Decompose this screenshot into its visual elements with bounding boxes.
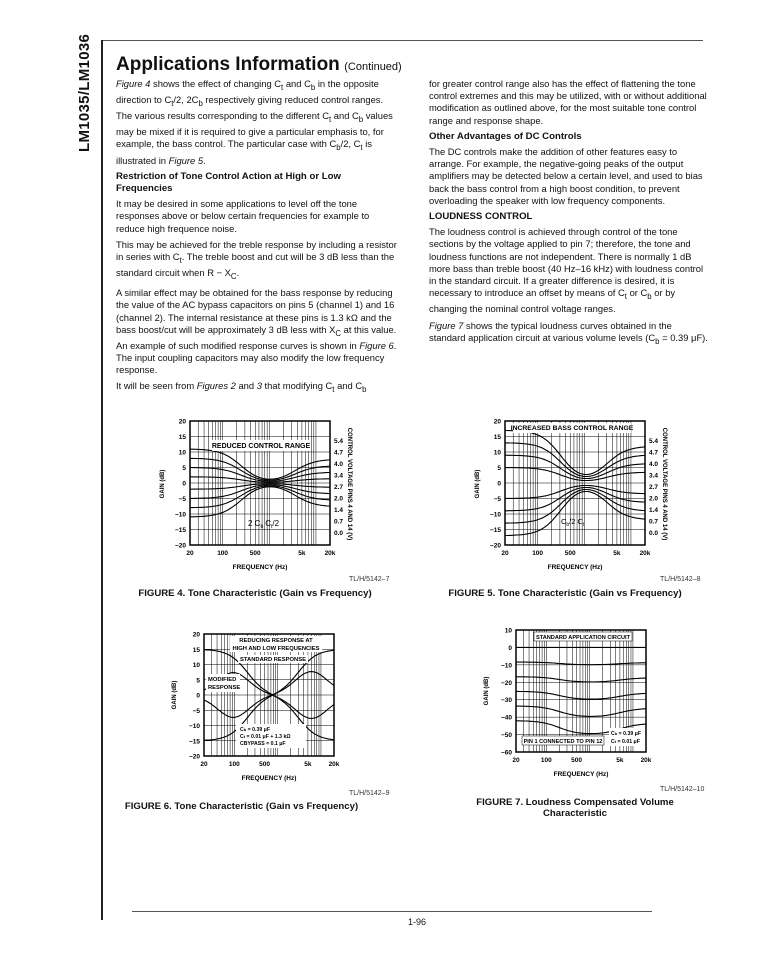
- y-tick-label: −20: [174, 542, 186, 550]
- response-curve: [516, 677, 646, 682]
- x-tick-label: 20: [501, 550, 509, 557]
- fig6-code: TL/H/5142–9: [349, 790, 390, 797]
- x-tick-label: 5k: [298, 550, 306, 557]
- section-header: [116, 54, 402, 76]
- y-tick-label: 0: [196, 692, 200, 700]
- response-curve: [505, 443, 645, 477]
- fig7-label-top: STANDARD APPLICATION CIRCUIT: [535, 635, 631, 641]
- fig4-note: 2 $C_b$ $C_t/2$: [248, 519, 280, 530]
- y-tick-label: 10: [504, 627, 512, 635]
- y-tick-label: −5: [493, 496, 501, 503]
- y-tick-label: −10: [188, 723, 200, 730]
- fig7-legend-2: Ct = 0.01 μF: [611, 739, 640, 745]
- right-tick-label: 0.7: [334, 518, 344, 526]
- x-tick-label: 500: [564, 550, 576, 557]
- y-tick-label: 5: [182, 465, 186, 472]
- fig6-caption: FIGURE 6. Tone Characteristic (Gain vs Frequency): [124, 801, 359, 812]
- paragraph-treble-resistor: This may be achieved for the treble response by including a resistor in series with $C_t$. The treble boost and cut will be 3 dB less than the standard circuit when $R - X_C$.: [116, 238, 397, 281]
- figure-6-chart: [166, 628, 366, 788]
- figure-4-chart: [150, 414, 370, 574]
- y-tick-label: 20: [493, 418, 501, 426]
- y-tick-label: −15: [188, 738, 200, 746]
- fig6-legend-3: CBYPASS = 0.1 μF: [240, 741, 286, 747]
- fig6-ylabel: GAIN (dB): [172, 680, 178, 710]
- figure-7-chart: [476, 624, 676, 784]
- right-tick-label: 2.0: [334, 495, 344, 503]
- paragraph-level-off: It may be desired in some applications to level off the tone responses above or below certain frequencies for example to reduce high frequence noise.: [116, 198, 370, 234]
- fig6-legend-2: Ct = 0.01 μF + 1.3 kΩ: [240, 734, 291, 740]
- x-tick-label: 100: [217, 550, 229, 557]
- side-title: LM1035/LM1036: [76, 33, 93, 152]
- heading-dc-controls: Other Advantages of DC Controls: [429, 130, 582, 142]
- vertical-rule: [101, 40, 103, 920]
- y-tick-label: −10: [174, 511, 186, 519]
- right-tick-label: 1.4: [334, 507, 344, 514]
- y-tick-label: −60: [500, 749, 512, 757]
- fig5-right-label: CONTROL VOLTAGE PINS 4 AND 14 (V): [661, 427, 667, 541]
- y-tick-label: −15: [489, 527, 501, 534]
- right-tick-label: 5.4: [334, 438, 344, 445]
- x-tick-label: 5k: [616, 757, 624, 764]
- right-tick-label: 0.7: [649, 518, 659, 526]
- section-title: Applications Information: [116, 54, 340, 75]
- right-tick-label: 4.7: [334, 449, 344, 457]
- right-tick-label: 2.7: [649, 484, 659, 491]
- x-tick-label: 5k: [613, 550, 621, 557]
- right-tick-label: 3.4: [649, 472, 659, 480]
- x-tick-label: 20: [186, 550, 194, 557]
- y-tick-label: −20: [500, 679, 512, 687]
- fig7-caption-line-1: FIGURE 7. Loudness Compensated Volume: [476, 797, 674, 808]
- y-tick-label: −40: [500, 714, 512, 722]
- heading-loudness: LOUDNESS CONTROL: [429, 211, 533, 223]
- fig5-ylabel: GAIN (dB): [475, 469, 481, 499]
- fig7-code: TL/H/5142–10: [660, 786, 705, 793]
- paragraph-figure-7: Figure 7 shows the typical loudness curves obtained in the standard application circuit at various volume levels ($C_b = 0.39$ μF).: [429, 319, 708, 346]
- y-tick-label: 20: [178, 418, 186, 426]
- x-tick-label: 5k: [304, 761, 312, 768]
- right-tick-label: 5.4: [649, 438, 659, 445]
- y-tick-label: 15: [192, 646, 200, 654]
- fig5-caption: FIGURE 5. Tone Characteristic (Gain vs Frequency): [448, 588, 682, 599]
- fig6-label-b: STANDARD RESPONSE: [240, 657, 306, 663]
- y-tick-label: −10: [500, 662, 512, 670]
- y-tick-label: −20: [188, 753, 200, 761]
- x-tick-label: 20: [200, 761, 208, 768]
- y-tick-label: −10: [489, 511, 501, 519]
- paragraph-dc-controls: The DC controls make the addition of other features easy to arrange. For example, the negative-going peaks of the output amplifiers may be detected below a certain level, and used to bias back the bass control from a high boost condition, to prevent overloading the speaker with low frequency components.: [429, 146, 703, 206]
- page-number: 1-96: [408, 917, 427, 927]
- x-tick-label: 20k: [640, 757, 652, 764]
- y-tick-label: −5: [178, 496, 186, 503]
- right-tick-label: 3.4: [334, 472, 344, 480]
- response-curve: [516, 706, 646, 716]
- y-tick-label: −5: [192, 707, 200, 715]
- fig7-caption: [440, 797, 710, 819]
- paragraph-figures-2-3: It will be seen from Figures 2 and 3 that modifying $C_t$ and $C_b$: [116, 380, 367, 395]
- y-tick-label: 20: [192, 631, 200, 639]
- x-tick-label: 500: [249, 550, 261, 557]
- y-tick-label: −50: [500, 732, 512, 740]
- response-curve: [516, 691, 646, 699]
- right-column: [429, 78, 709, 352]
- fig4-right-label: CONTROL VOLTAGE PINS 4 AND 14 (V): [346, 427, 352, 541]
- right-tick-label: 0.0: [334, 530, 344, 537]
- x-tick-label: 100: [228, 761, 240, 768]
- paragraph-loudness: The loudness control is achieved through control of the tone sections by the voltage applied to pin 7; therefore, the tone and loudness functions are not independent. There is normally 1 dB more bass than treble boost (40 Hz–16 kHz) with loudness control in the standard circuit. If a greater difference is desired, it is necessary to introduce an offset by means of $C_t$ or $C_b$ or by changing the nominal control voltage ranges.: [429, 226, 704, 315]
- fig4-inner-label: REDUCED CONTROL RANGE: [211, 443, 311, 450]
- y-tick-label: 10: [192, 662, 200, 669]
- x-tick-label: 20: [512, 757, 520, 764]
- x-tick-label: 20k: [328, 761, 340, 768]
- y-tick-label: 15: [493, 434, 501, 441]
- footer-rule: [132, 911, 652, 912]
- intro-paragraph: Figure 4 shows the effect of changing $C_t$ and $C_b$ in the opposite direction to $C_t/2$, $2C_b$ respectively giving reduced control ranges. The various results corresponding to the different $C_t$ and $C_b$ values may be mixed if it is required to give a particular emphasis to, for example, the bass control. The particular case with $C_b/2$, $C_t$ is illustrated in Figure 5.: [116, 78, 393, 166]
- fig5-inner-label: INCREASED BASS CONTROL RANGE: [510, 425, 634, 432]
- y-tick-label: 10: [493, 449, 501, 457]
- y-tick-label: −20: [489, 542, 501, 550]
- y-tick-label: −15: [174, 527, 186, 534]
- fig7-caption-line-2: Characteristic: [543, 808, 607, 819]
- fig7-legend-1: Cb = 0.39 μF: [611, 731, 641, 737]
- x-tick-label: 20k: [324, 550, 336, 557]
- paragraph-flattening: for greater control range also has the effect of flattening the tone control extremes and this may be utilized, with or without additional modification as outlined above, for the most suitable tone control range and response shape.: [429, 78, 707, 126]
- y-tick-label: 15: [178, 434, 186, 441]
- right-tick-label: 1.4: [649, 507, 659, 514]
- x-tick-label: 100: [532, 550, 544, 557]
- fig5-note: $C_b/2$ $C_t$: [561, 517, 585, 528]
- y-tick-label: −30: [500, 697, 512, 705]
- fig4-caption: FIGURE 4. Tone Characteristic (Gain vs Frequency): [138, 588, 372, 599]
- left-column: [116, 78, 398, 400]
- section-continued: (Continued): [344, 61, 402, 73]
- figure-5-chart: [465, 414, 685, 574]
- fig4-ylabel: GAIN (dB): [160, 469, 166, 499]
- right-tick-label: 2.7: [334, 484, 344, 491]
- y-tick-label: 5: [196, 677, 200, 685]
- y-tick-label: 0: [182, 480, 186, 488]
- fig7-xlabel: FREQUENCY (Hz): [553, 771, 609, 778]
- y-tick-label: 0: [508, 644, 512, 652]
- fig6-label-a1: REDUCING RESPONSE AT: [239, 638, 313, 644]
- fig5-code: TL/H/5142–8: [660, 576, 701, 583]
- x-tick-label: 500: [259, 761, 271, 768]
- fig7-ylabel: GAIN (dB): [484, 676, 490, 706]
- right-tick-label: 0.0: [649, 530, 659, 537]
- y-tick-label: 0: [497, 480, 501, 488]
- x-tick-label: 500: [571, 757, 583, 764]
- paragraph-bass-bypass: A similar effect may be obtained for the bass response by reducing the value of the AC bypass capacitors on pins 5 (channel 1) and 16 (channel 2). The internal resistance at these pins is 1.3 kΩ and the bass boost/cut will be approximately 3 dB less with $X_C$ at this value. An example of such modified response curves is shown in Figure 6. The input coupling capacitors may also modify the low frequency response.: [116, 287, 397, 376]
- response-curve: [516, 662, 646, 665]
- fig6-xlabel: FREQUENCY (Hz): [241, 775, 297, 782]
- top-rule: [103, 40, 703, 41]
- fig7-label-bottom: PIN 1 CONNECTED TO PIN 12: [523, 739, 603, 745]
- fig6-label-a2: HIGH AND LOW FREQUENCIES: [232, 646, 320, 652]
- right-tick-label: 2.0: [649, 495, 659, 503]
- fig6-label-c2: RESPONSE: [208, 685, 241, 691]
- fig5-xlabel: FREQUENCY (Hz): [547, 564, 603, 571]
- right-tick-label: 4.0: [649, 461, 659, 468]
- right-tick-label: 4.0: [334, 461, 344, 468]
- fig6-legend-1: Cb = 0.39 μF: [240, 727, 270, 733]
- fig4-xlabel: FREQUENCY (Hz): [232, 564, 288, 571]
- right-tick-label: 4.7: [649, 449, 659, 457]
- y-tick-label: 5: [497, 465, 501, 472]
- heading-restriction: Restriction of Tone Control Action at High or Low Frequencies: [116, 170, 341, 194]
- y-tick-label: 10: [178, 449, 186, 457]
- x-tick-label: 20k: [639, 550, 651, 557]
- fig4-code: TL/H/5142–7: [349, 576, 390, 583]
- fig6-label-c1: MODIFIED: [208, 677, 237, 683]
- x-tick-label: 100: [540, 757, 552, 764]
